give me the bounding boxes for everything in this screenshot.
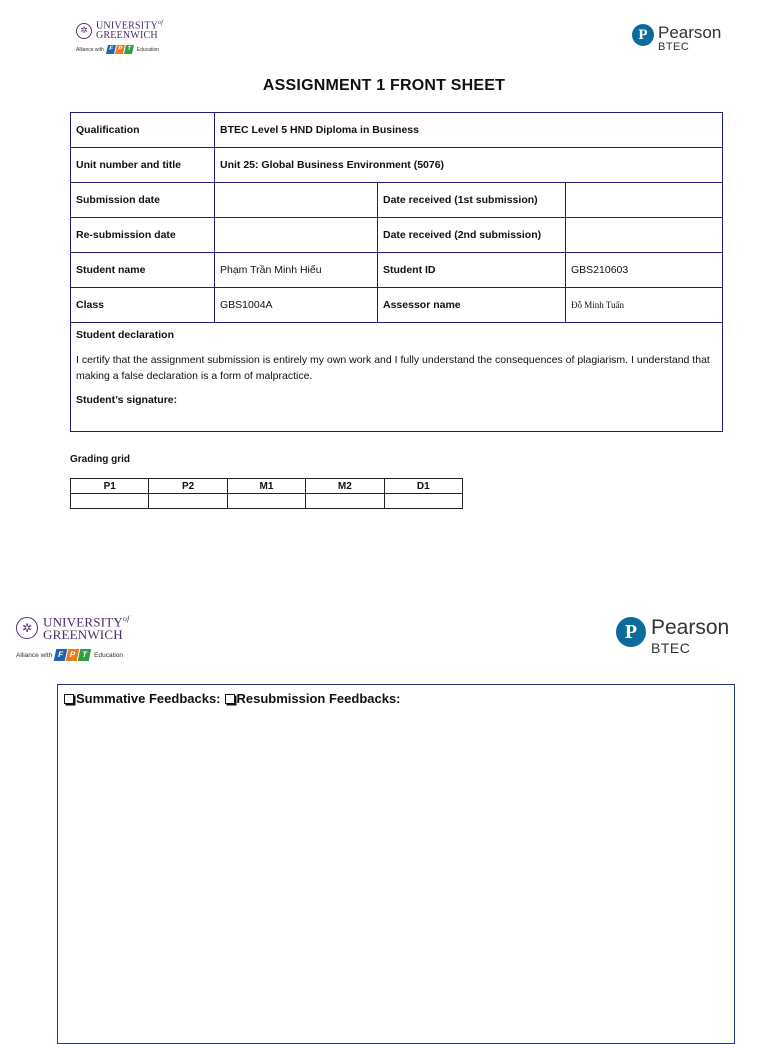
pearson-logo (632, 24, 721, 53)
pearson-name: Pearson (651, 616, 730, 639)
fpt-letter-t: T (124, 45, 134, 54)
education-text: Education (136, 46, 160, 53)
resubmission-checkbox-icon[interactable] (225, 694, 235, 704)
class-label: Class (71, 288, 215, 323)
qualification-label: Qualification (71, 113, 215, 148)
resubmission-feedback-label: Resubmission Feedbacks: (236, 691, 401, 706)
pearson-mark-icon: P (632, 24, 654, 46)
submission-date-label: Submission date (71, 183, 215, 218)
row-qualification (71, 113, 723, 148)
grade-p1-header: P1 (71, 479, 149, 494)
fpt-letter-p: P (115, 45, 125, 54)
grade-m2-header: M2 (306, 479, 384, 494)
unit-label: Unit number and title (71, 148, 215, 183)
university-name-of: of (158, 20, 164, 26)
university-name-of: of (123, 614, 130, 623)
grade-d1-cell (384, 494, 462, 509)
alliance-text: Alliance with (16, 651, 53, 659)
university-crest-icon: ✲ (76, 23, 92, 39)
date-received-2-value (566, 218, 723, 253)
resubmission-date-label: Re-submission date (71, 218, 215, 253)
fpt-logo (107, 45, 134, 54)
pearson-btec: BTEC (651, 640, 691, 656)
row-submission (71, 183, 723, 218)
date-received-1-label: Date received (1st submission) (378, 183, 566, 218)
signature-label: Student’s signature: (76, 394, 178, 406)
student-name-label: Student name (71, 253, 215, 288)
pearson-logo-page2 (616, 617, 729, 655)
class-value: GBS1004A (215, 288, 378, 323)
alliance-text: Alliance with (76, 46, 104, 53)
fpt-letter-t: T (78, 649, 92, 661)
assessor-name-value: Đỗ Minh Tuấn (566, 288, 723, 323)
resubmission-date-value (215, 218, 378, 253)
pearson-mark-icon: P (616, 617, 646, 647)
university-name-line1: UNIVERSITY (43, 614, 123, 630)
university-logo-page2 (16, 615, 129, 661)
grade-m1-header: M1 (227, 479, 305, 494)
university-name-line1: UNIVERSITY (96, 20, 158, 32)
grade-p2-header: P2 (149, 479, 227, 494)
declaration-text: I certify that the assignment submission is entirely my own work and I fully understand the consequences of plagiarism. I understand that making a false declaration is a form of malpractice. (76, 354, 710, 382)
row-declaration (71, 323, 723, 432)
feedback-box (57, 684, 735, 1044)
university-name (43, 615, 129, 641)
front-sheet-table (70, 112, 723, 432)
university-name-line2: GREENWICH (96, 30, 158, 42)
grade-d1-header: D1 (384, 479, 462, 494)
grading-grid-label: Grading grid (70, 454, 130, 465)
alliance-line (16, 649, 129, 661)
feedback-header (64, 691, 401, 706)
row-class (71, 288, 723, 323)
pearson-name: Pearson (658, 23, 722, 42)
grade-m2-cell (306, 494, 384, 509)
fpt-letter-f: F (54, 649, 68, 661)
date-received-2-label: Date received (2nd submission) (378, 218, 566, 253)
date-received-1-value (566, 183, 723, 218)
declaration-title: Student declaration (76, 329, 175, 341)
row-unit (71, 148, 723, 183)
grading-value-row (71, 494, 463, 509)
unit-value: Unit 25: Global Business Environment (5076) (215, 148, 723, 183)
grading-header-row (71, 479, 463, 494)
summative-feedback-label: Summative Feedbacks: (76, 691, 221, 706)
declaration-cell (71, 323, 723, 432)
fpt-letter-f: F (106, 45, 116, 54)
grade-p2-cell (149, 494, 227, 509)
summative-checkbox-icon[interactable] (64, 694, 74, 704)
student-id-label: Student ID (378, 253, 566, 288)
alliance-line (76, 45, 163, 54)
assessor-name-label: Assessor name (378, 288, 566, 323)
fpt-logo (55, 649, 91, 661)
student-id-value: GBS210603 (566, 253, 723, 288)
page-title: ASSIGNMENT 1 FRONT SHEET (262, 77, 506, 94)
row-resubmission (71, 218, 723, 253)
pearson-btec: BTEC (658, 41, 690, 53)
grading-grid-table (70, 478, 463, 509)
university-logo (76, 20, 163, 54)
grade-m1-cell (227, 494, 305, 509)
university-crest-icon: ✲ (16, 617, 38, 639)
university-name-line2: GREENWICH (43, 627, 123, 643)
submission-date-value (215, 183, 378, 218)
education-text: Education (94, 651, 124, 659)
row-student (71, 253, 723, 288)
university-name (96, 20, 163, 41)
grade-p1-cell (71, 494, 149, 509)
qualification-value: BTEC Level 5 HND Diploma in Business (215, 113, 723, 148)
fpt-letter-p: P (66, 649, 80, 661)
student-name-value: Phạm Trần Minh Hiếu (215, 253, 378, 288)
